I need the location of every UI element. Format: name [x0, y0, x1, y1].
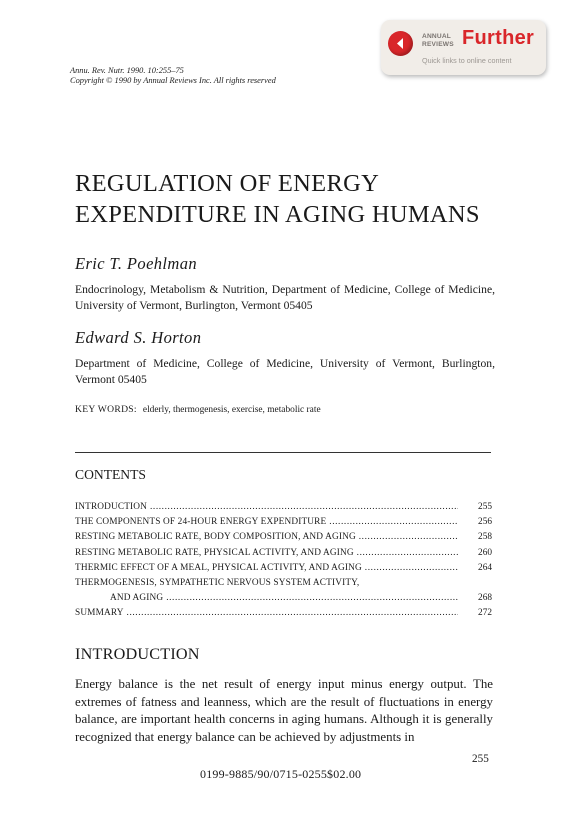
toc-entry-label: RESTING METABOLIC RATE, BODY COMPOSITION, AND AGING .....	[75, 530, 458, 545]
toc-entry-page: 258	[478, 532, 492, 543]
toc-entry-page: 268	[478, 593, 492, 604]
toc-entry-introduction[interactable]	[75, 500, 492, 515]
article-code: 0199-9885/90/0715-0255$02.00	[200, 767, 362, 781]
toc-entry-label: THE COMPONENTS OF 24-HOUR ENERGY EXPENDITURE .....	[75, 515, 458, 530]
further-link-badge[interactable]	[381, 20, 546, 75]
left-arrow-icon	[388, 31, 413, 56]
article-title	[75, 168, 480, 230]
citation-line-1: Annu. Rev. Nutr. 1990. 10:255–75	[70, 66, 184, 75]
annual-text: ANNUAL	[422, 33, 452, 40]
toc-entry-page: 260	[478, 547, 492, 558]
toc-entry-label: THERMOGENESIS, SYMPATHETIC NERVOUS SYSTEM ACTIVITY,	[75, 577, 360, 588]
toc-entry-rmr-body-composition[interactable]	[75, 530, 492, 545]
keywords-label: KEY WORDS:	[75, 404, 137, 415]
reviews-text: REVIEWS	[422, 41, 454, 48]
toc-entry-components[interactable]	[75, 515, 492, 530]
toc-entry-label: SUMMARY .....	[75, 606, 458, 621]
introduction-heading: INTRODUCTION	[75, 645, 200, 663]
title-line-2: EXPENDITURE IN AGING HUMANS	[75, 201, 480, 228]
introduction-paragraph: Energy balance is the net result of energy input minus energy output. The extremes of fatness and leanness, which are the result of fluctuations in energy balance, are important health concerns in aging humans. Although it is generally recognized that energy balance can be achieved by adjustments in	[75, 677, 493, 744]
toc-entry-page: 272	[478, 608, 492, 619]
toc-entry-thermogenesis-continued[interactable]	[75, 591, 492, 606]
author-name-1: Eric T. Poehlman	[75, 254, 198, 273]
further-word: Further	[462, 27, 535, 49]
toc-entry-label: THERMIC EFFECT OF A MEAL, PHYSICAL ACTIVITY, AND AGING .....	[75, 561, 458, 576]
toc-entry-thermogenesis[interactable]	[75, 576, 492, 591]
further-subtitle: Quick links to online content	[422, 56, 512, 65]
journal-citation	[70, 66, 276, 86]
author-name-2: Edward S. Horton	[75, 328, 202, 347]
author-affiliation-2: Department of Medicine, College of Medicine, University of Vermont, Burlington, Vermont 05405	[75, 357, 495, 386]
toc-entry-page: 256	[478, 517, 492, 528]
toc-entry-thermic-effect[interactable]	[75, 561, 492, 576]
table-of-contents	[75, 500, 492, 622]
contents-heading: CONTENTS	[75, 467, 146, 482]
page-number: 255	[472, 753, 489, 765]
toc-entry-rmr-physical-activity[interactable]	[75, 546, 492, 561]
toc-entry-summary[interactable]	[75, 606, 492, 621]
keywords-list: elderly, thermogenesis, exercise, metabolic rate	[142, 405, 321, 415]
citation-line-2: Copyright © 1990 by Annual Reviews Inc. All rights reserved	[70, 76, 276, 85]
toc-entry-label: AND AGING .....	[110, 591, 458, 606]
title-line-1: REGULATION OF ENERGY	[75, 170, 380, 197]
keywords-line	[75, 404, 321, 415]
toc-entry-label: RESTING METABOLIC RATE, PHYSICAL ACTIVITY, AND AGING .....	[75, 546, 458, 561]
author-affiliation-1: Endocrinology, Metabolism & Nutrition, Department of Medicine, College of Medicine, University of Vermont, Burlington, Vermont 05405	[75, 283, 495, 312]
toc-entry-page: 255	[478, 502, 492, 512]
toc-entry-page: 264	[478, 562, 492, 573]
annual-reviews-wordmark	[422, 33, 454, 49]
toc-entry-label: INTRODUCTION .....	[75, 500, 458, 515]
section-divider	[75, 452, 491, 453]
